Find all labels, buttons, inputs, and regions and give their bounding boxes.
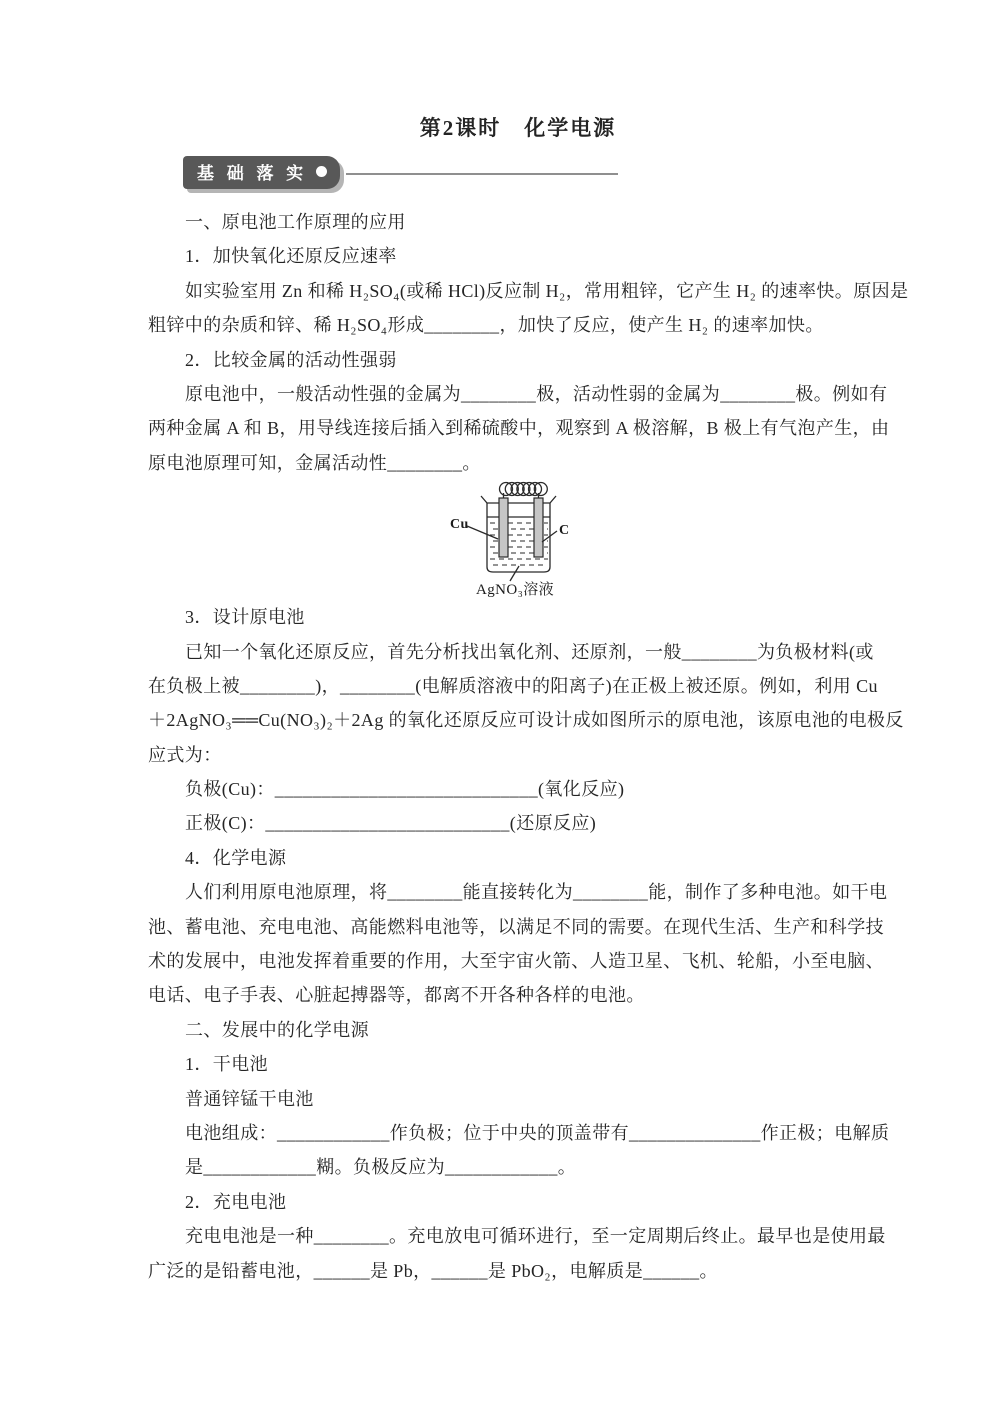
text-line: 电话、电子手表、心脏起搏器等，都离不开各种各样的电池。 <box>148 985 645 1006</box>
galvanic-cell-figure <box>148 480 864 600</box>
text-line: 一、原电池工作原理的应用 <box>185 212 406 232</box>
text-line: 4．化学电源 <box>185 847 287 868</box>
electrode-label-c: C <box>559 523 570 539</box>
text-line: 在负极上被________)，________(电解质溶液中的阳离子)在正极上被还原。例如，利用 Cu <box>148 675 878 696</box>
body-part1 <box>148 205 909 480</box>
text-line: 池、蓄电池、充电电池、高能燃料电池等，以满足不同的需要。在现代生活、生产和科学技 <box>148 916 884 937</box>
text-line: ＋2AgNO₃══Cu(NO₃)₂＋2Ag 的氧化还原反应可设计成如图所示的原电池，该原电池的电极反 <box>148 710 904 731</box>
solution-caption: AgNO₃溶液 <box>476 582 555 599</box>
text-line: 2．充电电池 <box>185 1191 287 1212</box>
body-part2 <box>148 600 904 1288</box>
electrode-label-cu: Cu <box>450 517 469 533</box>
text-line: 如实验室用 Zn 和稀 H₂SO₄(或稀 HCl)反应制 H₂，常用粗锌，它产生 H₂ 的速率快。原因是 <box>185 280 909 301</box>
worksheet-body <box>148 205 909 1288</box>
cu-pointer-line <box>467 526 498 539</box>
section-badge <box>183 156 340 189</box>
text-line: 应式为： <box>148 744 222 765</box>
text-line: 正极(C)：__________________________(还原反应) <box>185 813 597 834</box>
text-line: 二、发展中的化学电源 <box>185 1019 369 1040</box>
page-title: 第2课时 化学电源 <box>419 116 617 140</box>
section-badge-label: 基 础 落 实 <box>197 164 308 183</box>
text-line: 已知一个氧化还原反应，首先分析找出氧化剂、还原剂，一般________为负极材料(或 <box>185 641 874 662</box>
text-line: 3．设计原电池 <box>185 607 305 628</box>
text-line: 原电池中，一般活动性强的金属为________极，活动性弱的金属为________极。例如有 <box>185 383 888 404</box>
text-line: 1．加快氧化还原反应速率 <box>185 246 397 267</box>
header-rule <box>346 173 618 175</box>
coil-icon <box>500 483 548 496</box>
text-line: 电池组成：____________作负极；位于中央的顶盖带有______________作正极；电解质 <box>185 1122 890 1143</box>
text-line: 普通锌锰干电池 <box>185 1088 314 1109</box>
text-line: 两种金属 A 和 B，用导线连接后插入到稀硫酸中，观察到 A 极溶解，B 极上有气泡产生，由 <box>148 418 890 439</box>
text-line: 术的发展中，电池发挥着重要的作用，大至宇宙火箭、人造卫星、飞机、轮船，小至电脑、 <box>148 951 884 972</box>
carbon-electrode <box>534 498 543 557</box>
beaker-outline <box>481 496 556 572</box>
text-line: 原电池原理可知，金属活动性________。 <box>148 452 481 473</box>
text-line: 1．干电池 <box>185 1054 268 1075</box>
text-line: 充电电池是一种________。充电放电可循环进行，至一定周期后终止。最早也是使用最 <box>185 1226 886 1247</box>
caption-pointer-line <box>510 566 519 581</box>
badge-dot-icon <box>316 166 327 177</box>
text-line: 粗锌中的杂质和锌、稀 H₂SO₄形成________，加快了反应，使产生 H₂ 的速率加快。 <box>148 315 824 336</box>
copper-electrode <box>499 498 508 557</box>
text-line: 2．比较金属的活动性强弱 <box>185 349 397 370</box>
section-header <box>183 156 618 189</box>
galvanic-cell-diagram <box>436 480 626 600</box>
text-line: 人们利用原电池原理，将________能直接转化为________能，制作了多种电池。如干电 <box>185 882 888 903</box>
text-line: 是____________糊。负极反应为____________。 <box>185 1157 577 1178</box>
text-line: 广泛的是铅蓄电池，______是 Pb，______是 PbO₂，电解质是______。 <box>148 1260 718 1281</box>
text-line: 负极(Cu)：____________________________(氧化反应) <box>185 779 625 800</box>
